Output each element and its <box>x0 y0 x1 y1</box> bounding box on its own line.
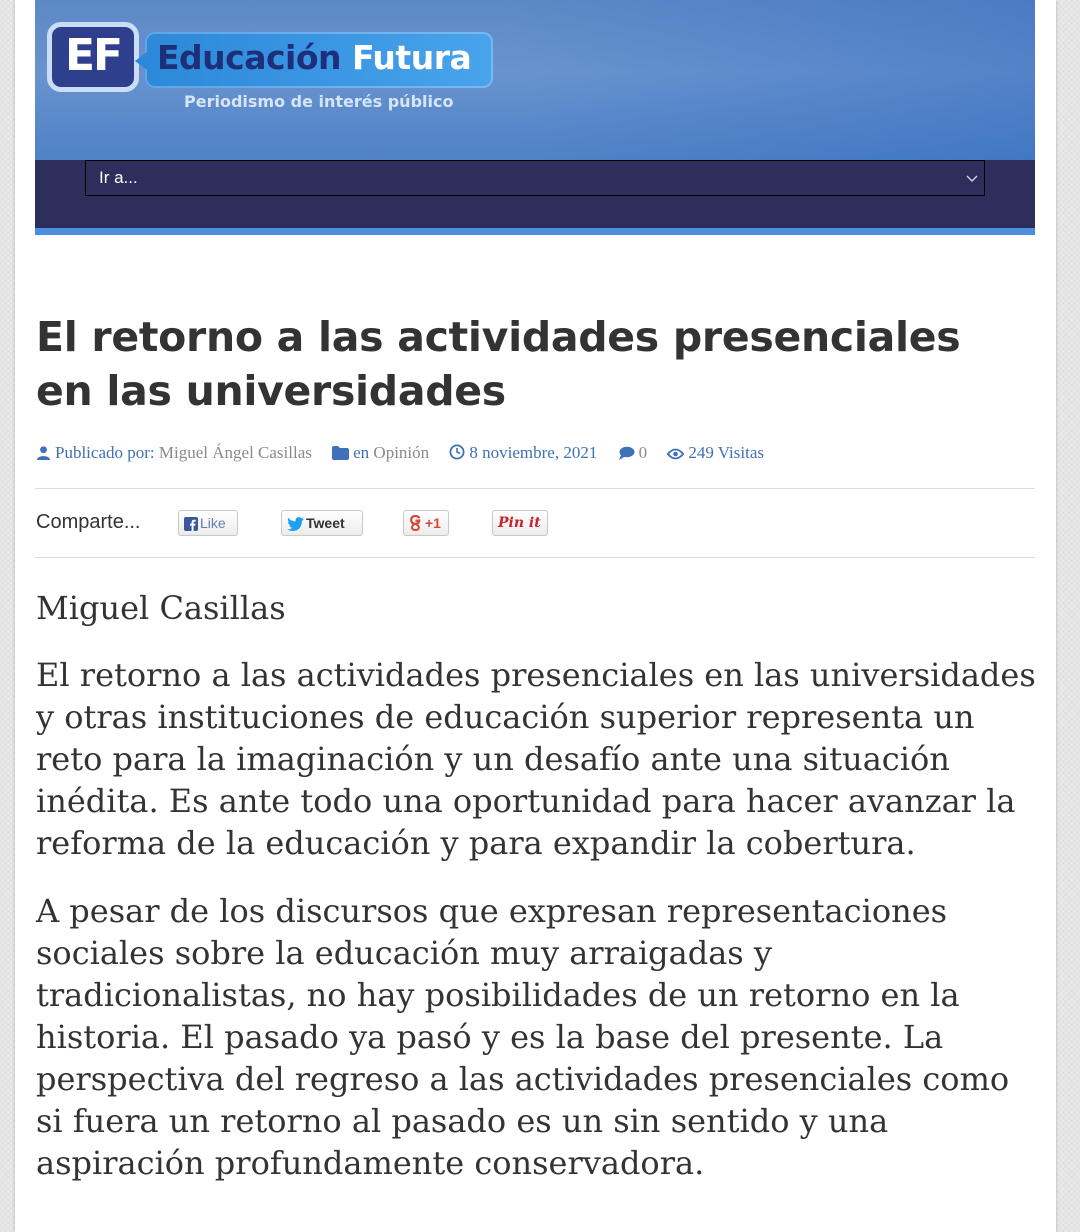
article-body <box>36 586 1036 1210</box>
meta-views <box>667 440 764 466</box>
comment-icon <box>618 446 635 460</box>
google-plus-button[interactable] <box>403 510 449 536</box>
navbar-accent-line <box>35 228 1035 235</box>
divider-bottom <box>35 557 1035 558</box>
divider-top <box>35 488 1035 489</box>
pinterest-button[interactable]: Pin it <box>492 510 548 536</box>
tweet-button[interactable] <box>281 510 363 536</box>
category-link[interactable]: Opinión <box>373 443 430 462</box>
share-label: Comparte... <box>36 511 141 533</box>
view-count: 249 Visitas <box>688 443 765 462</box>
nav-select[interactable] <box>85 160 985 196</box>
page <box>15 0 1056 1232</box>
nav-select-value: Ir a... <box>99 168 138 187</box>
published-by-label: Publicado por: <box>55 443 155 462</box>
comment-count: 0 <box>638 443 648 462</box>
post-date: 8 noviembre, 2021 <box>469 443 598 462</box>
meta-date <box>449 440 597 466</box>
meta-category <box>332 440 429 466</box>
site-header <box>35 0 1035 160</box>
clock-icon <box>449 444 465 460</box>
logo-mark: EF <box>47 22 139 92</box>
facebook-like-label: Like <box>200 515 226 531</box>
article-meta <box>36 440 1036 466</box>
google-plus-icon <box>409 515 423 531</box>
site-tagline: Periodismo de interés público <box>184 92 454 111</box>
category-prefix: en <box>353 443 370 462</box>
google-plus-label: +1 <box>425 515 441 531</box>
meta-comments[interactable] <box>618 440 648 466</box>
logo-name <box>157 38 471 77</box>
eye-icon <box>667 448 684 460</box>
logo-name-part2: Futura <box>352 38 472 77</box>
article-paragraph: A pesar de los discursos que expresan representaciones sociales sobre la educación muy arraigadas y tradicionalistas, no hay posibilidades de un retorno en la historia. El pasado ya pasó y es la base del presente. La perspectiva del regreso a las actividades presenciales como si fuera un retorno al pasado es un sin sentido y una aspiración profundamente conservadora. <box>36 892 1010 1182</box>
facebook-icon <box>184 517 198 531</box>
user-icon <box>36 445 51 460</box>
logo-band <box>145 32 493 88</box>
facebook-like-button[interactable] <box>178 510 238 536</box>
meta-author <box>36 440 312 466</box>
folder-icon <box>332 446 349 460</box>
twitter-icon <box>287 517 304 531</box>
article-author: Miguel Casillas <box>36 589 286 627</box>
article-paragraph: El retorno a las actividades presenciales en las universidades y otras instituciones de educación superior representa un reto para la imaginación y un desafío ante una situación inédita. Es ante todo una oportunidad para hacer avanzar la reforma de la educación y para expandir la cobertura. <box>36 656 1036 862</box>
share-bar <box>36 507 1036 541</box>
logo-name-part1: Educación <box>157 38 342 77</box>
chevron-down-icon <box>966 172 978 184</box>
navbar <box>35 160 1035 228</box>
tweet-label: Tweet <box>306 515 345 531</box>
author-link[interactable]: Miguel Ángel Casillas <box>158 443 312 462</box>
article-title: El retorno a las actividades presenciales en las universidades <box>36 313 961 415</box>
